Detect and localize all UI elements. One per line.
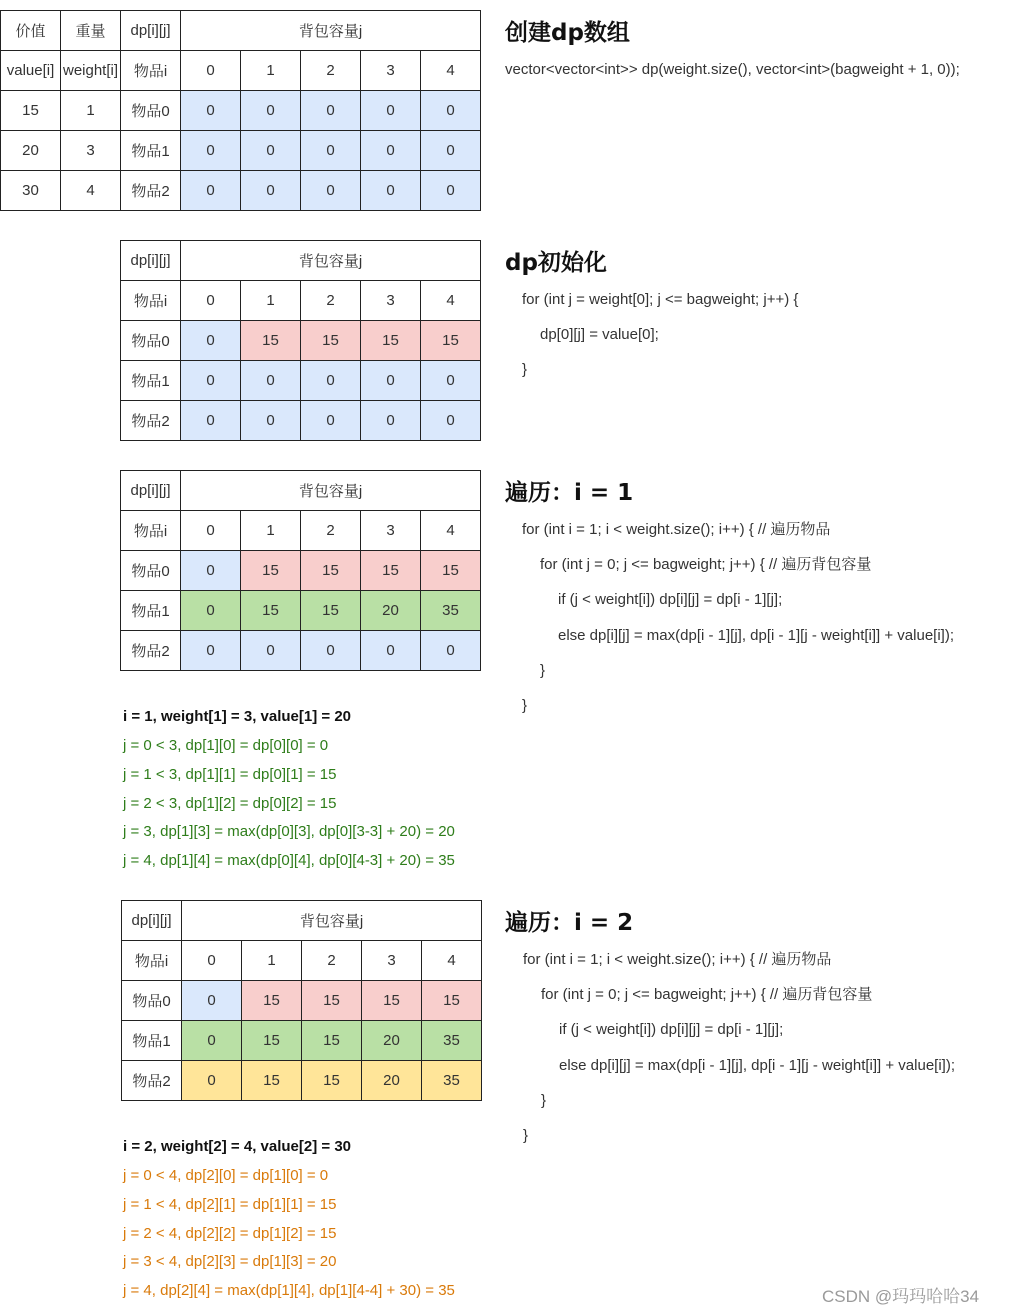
item-label: 物品i — [122, 941, 182, 981]
capacity-header: 背包容量j — [182, 901, 482, 941]
dp-cell: 15 — [422, 981, 482, 1021]
dp-cell: 0 — [241, 361, 301, 401]
iteration-step: j = 2 < 4, dp[2][2] = dp[1][2] = 15 — [123, 1225, 337, 1242]
dp-cell: 15 — [421, 321, 481, 361]
code-line: for (int i = 1; i < weight.size(); i++) { // 遍历物品 — [522, 521, 831, 538]
dp-cell: 0 — [421, 131, 481, 171]
table-row — [121, 321, 481, 361]
col-header: 3 — [361, 51, 421, 91]
col-header: 0 — [181, 281, 241, 321]
dp-cell: 15 — [241, 321, 301, 361]
weight-label: weight[i] — [61, 51, 121, 91]
dp-corner: dp[i][j] — [121, 241, 181, 281]
item-value: 15 — [1, 91, 61, 131]
dp-cell: 0 — [421, 91, 481, 131]
dp-iter2-table — [121, 900, 482, 1101]
dp-cell: 0 — [181, 361, 241, 401]
code-line: dp[0][j] = value[0]; — [540, 326, 659, 343]
table-row — [1, 91, 481, 131]
code-line: for (int j = 0; j <= bagweight; j++) { // 遍历背包容量 — [540, 556, 872, 573]
dp-cell: 0 — [241, 91, 301, 131]
dp-corner: dp[i][j] — [122, 901, 182, 941]
dp-cell: 0 — [301, 171, 361, 211]
dp-cell: 15 — [301, 321, 361, 361]
item-name: 物品1 — [121, 131, 181, 171]
table-row — [122, 1061, 482, 1101]
iteration-step: j = 3 < 4, dp[2][3] = dp[1][3] = 20 — [123, 1253, 337, 1270]
item-name: 物品0 — [121, 321, 181, 361]
dp-cell: 0 — [181, 171, 241, 211]
col-header: 2 — [301, 51, 361, 91]
code-line: else dp[i][j] = max(dp[i - 1][j], dp[i - 1][j - weight[i]] + value[i]); — [558, 627, 954, 644]
iteration-step: j = 0 < 4, dp[2][0] = dp[1][0] = 0 — [123, 1167, 329, 1184]
item-name: 物品2 — [122, 1061, 182, 1101]
iteration-step: j = 3, dp[1][3] = max(dp[0][3], dp[0][3-3] + 20) = 20 — [123, 823, 455, 840]
dp-cell: 0 — [241, 401, 301, 441]
dp-cell: 20 — [362, 1021, 422, 1061]
dp-cell: 15 — [242, 981, 302, 1021]
dp-cell: 15 — [421, 551, 481, 591]
dp-cell: 0 — [421, 171, 481, 211]
col-header: 3 — [362, 941, 422, 981]
item-name: 物品1 — [121, 361, 181, 401]
dp-cell: 0 — [361, 361, 421, 401]
code-line: vector<vector<int>> dp(weight.size(), vector<int>(bagweight + 1, 0)); — [505, 61, 960, 78]
table-row — [121, 591, 481, 631]
item-weight: 4 — [61, 171, 121, 211]
dp-cell: 15 — [301, 591, 361, 631]
dp-cell: 0 — [182, 1061, 242, 1101]
section-title-create: 创建dp数组 — [505, 20, 630, 46]
code-line: else dp[i][j] = max(dp[i - 1][j], dp[i - 1][j - weight[i]] + value[i]); — [559, 1057, 955, 1074]
iteration-summary: i = 2, weight[2] = 4, value[2] = 30 — [123, 1138, 352, 1155]
value-label: value[i] — [1, 51, 61, 91]
col-header: 0 — [181, 51, 241, 91]
code-line: } — [523, 1127, 529, 1144]
dp-cell: 35 — [422, 1021, 482, 1061]
dp-cell: 15 — [302, 1021, 362, 1061]
table-row — [121, 631, 481, 671]
dp-cell: 15 — [302, 981, 362, 1021]
dp-cell: 15 — [362, 981, 422, 1021]
col-header: 2 — [301, 281, 361, 321]
code-line: for (int j = 0; j <= bagweight; j++) { // 遍历背包容量 — [541, 986, 873, 1003]
dp-cell: 0 — [241, 131, 301, 171]
dp-cell: 0 — [361, 131, 421, 171]
item-value: 30 — [1, 171, 61, 211]
dp-cell: 0 — [241, 631, 301, 671]
iteration-step: j = 2 < 3, dp[1][2] = dp[0][2] = 15 — [123, 795, 337, 812]
capacity-header: 背包容量j — [181, 241, 481, 281]
code-line: if (j < weight[i]) dp[i][j] = dp[i - 1][j]; — [559, 1021, 784, 1038]
dp-cell: 15 — [361, 321, 421, 361]
capacity-header: 背包容量j — [181, 11, 481, 51]
table-row — [1, 131, 481, 171]
dp-cell: 15 — [242, 1021, 302, 1061]
iteration-step: j = 1 < 3, dp[1][1] = dp[0][1] = 15 — [123, 766, 337, 783]
dp-cell: 0 — [182, 981, 242, 1021]
col-header: 2 — [301, 511, 361, 551]
capacity-header: 背包容量j — [181, 471, 481, 511]
table-row — [122, 981, 482, 1021]
col-header: 3 — [361, 511, 421, 551]
dp-cell: 0 — [301, 91, 361, 131]
code-line: for (int j = weight[0]; j <= bagweight; j++) { — [522, 291, 799, 308]
col-header: 1 — [241, 51, 301, 91]
iteration-summary: i = 1, weight[1] = 3, value[1] = 20 — [123, 708, 352, 725]
table-row — [121, 361, 481, 401]
dp-cell: 0 — [182, 1021, 242, 1061]
item-weight: 1 — [61, 91, 121, 131]
dp-cell: 0 — [301, 401, 361, 441]
item-label: 物品i — [121, 51, 181, 91]
watermark: CSDN @玛玛哈哈34 — [822, 1287, 980, 1306]
item-name: 物品2 — [121, 171, 181, 211]
dp-cell: 0 — [181, 551, 241, 591]
dp-cell: 0 — [301, 131, 361, 171]
col-header: 1 — [241, 281, 301, 321]
code-line: } — [522, 361, 528, 378]
dp-cell: 0 — [181, 321, 241, 361]
item-name: 物品0 — [122, 981, 182, 1021]
dp-cell: 0 — [181, 591, 241, 631]
col-header: 4 — [421, 281, 481, 321]
section-title-iter2: 遍历：i = 2 — [505, 910, 634, 936]
code-line: if (j < weight[i]) dp[i][j] = dp[i - 1][j]; — [558, 591, 783, 608]
table-row — [121, 401, 481, 441]
dp-cell: 15 — [241, 551, 301, 591]
col-header: 4 — [421, 511, 481, 551]
table-row — [122, 1021, 482, 1061]
dp-cell: 20 — [362, 1061, 422, 1101]
item-value: 20 — [1, 131, 61, 171]
dp-cell: 0 — [181, 131, 241, 171]
item-name: 物品0 — [121, 91, 181, 131]
dp-cell: 15 — [242, 1061, 302, 1101]
item-name: 物品1 — [122, 1021, 182, 1061]
dp-cell: 0 — [421, 631, 481, 671]
col-header: 1 — [241, 511, 301, 551]
dp-cell: 15 — [361, 551, 421, 591]
item-name: 物品1 — [121, 591, 181, 631]
col-header: 0 — [182, 941, 242, 981]
dp-cell: 35 — [421, 591, 481, 631]
table-row — [121, 551, 481, 591]
dp-cell: 0 — [241, 171, 301, 211]
dp-cell: 0 — [361, 631, 421, 671]
dp-cell: 0 — [181, 631, 241, 671]
iteration-step: j = 4, dp[1][4] = max(dp[0][4], dp[0][4-3] + 20) = 35 — [123, 852, 455, 869]
item-weight: 3 — [61, 131, 121, 171]
dp-cell: 0 — [421, 401, 481, 441]
iteration-step: j = 4, dp[2][4] = max(dp[1][4], dp[1][4-4] + 30) = 35 — [123, 1282, 455, 1299]
iteration-step: j = 1 < 4, dp[2][1] = dp[1][1] = 15 — [123, 1196, 337, 1213]
col-header: 4 — [422, 941, 482, 981]
dp-cell: 0 — [361, 171, 421, 211]
section-title-iter1: 遍历：i = 1 — [505, 480, 634, 506]
dp-init-table — [120, 240, 481, 441]
dp-corner: dp[i][j] — [121, 471, 181, 511]
dp-cell: 20 — [361, 591, 421, 631]
dp-cell: 0 — [361, 401, 421, 441]
item-label: 物品i — [121, 281, 181, 321]
dp-cell: 0 — [181, 401, 241, 441]
dp-cell: 35 — [422, 1061, 482, 1101]
dp-cell: 15 — [302, 1061, 362, 1101]
dp-cell: 15 — [301, 551, 361, 591]
item-label: 物品i — [121, 511, 181, 551]
code-line: } — [522, 697, 528, 714]
dp-cell: 0 — [361, 91, 421, 131]
value-header: 价值 — [1, 11, 61, 51]
col-header: 0 — [181, 511, 241, 551]
dp-cell: 0 — [301, 361, 361, 401]
dp-iter1-table — [120, 470, 481, 671]
code-line: } — [541, 1092, 547, 1109]
dp-cell: 0 — [301, 631, 361, 671]
dp-cell: 0 — [181, 91, 241, 131]
weight-header: 重量 — [61, 11, 121, 51]
code-line: } — [540, 662, 546, 679]
item-name: 物品0 — [121, 551, 181, 591]
col-header: 3 — [361, 281, 421, 321]
section-title-init: dp初始化 — [505, 250, 607, 276]
table-row — [1, 171, 481, 211]
item-name: 物品2 — [121, 631, 181, 671]
col-header: 1 — [242, 941, 302, 981]
code-line: for (int i = 1; i < weight.size(); i++) { // 遍历物品 — [523, 951, 832, 968]
dp-cell: 15 — [241, 591, 301, 631]
dp-corner: dp[i][j] — [121, 11, 181, 51]
item-name: 物品2 — [121, 401, 181, 441]
col-header: 4 — [421, 51, 481, 91]
iteration-step: j = 0 < 3, dp[1][0] = dp[0][0] = 0 — [123, 737, 329, 754]
col-header: 2 — [302, 941, 362, 981]
dp-cell: 0 — [421, 361, 481, 401]
dp-create-table — [0, 10, 481, 211]
